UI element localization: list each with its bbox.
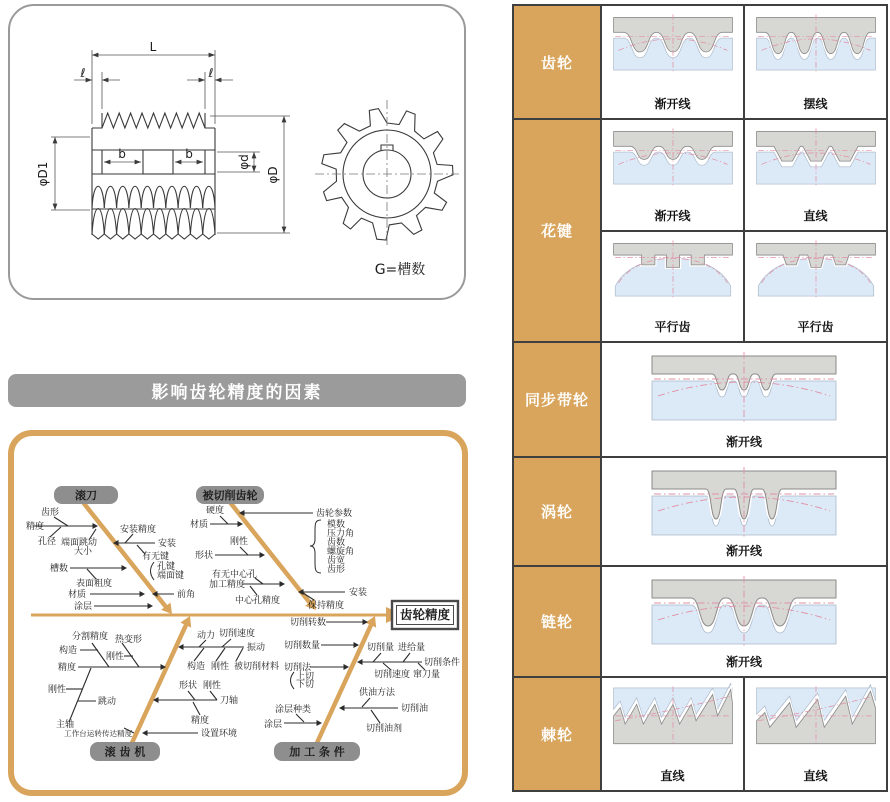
- branch-box-conditions: [274, 742, 360, 761]
- profile-caption: 平行齿: [654, 320, 691, 334]
- fishbone-label-wp_hardness: 硬度: [206, 506, 225, 516]
- fishbone-label-hob_toothform: 齿形: [41, 508, 60, 518]
- table-row-4: [514, 456, 886, 565]
- profile-cell: [743, 120, 886, 230]
- fishbone-label-wp_machacc: 加工精度: [209, 580, 246, 590]
- fishbone-label-hob_runout2: 大小: [74, 547, 93, 557]
- effect-box: [392, 601, 458, 629]
- fishbone-label-m_structure2: 构造: [187, 662, 206, 672]
- row-category: 链轮: [514, 567, 602, 676]
- fishbone-label-wp_material: 材质: [190, 520, 209, 530]
- row-category: 棘轮: [514, 678, 602, 790]
- fishbone-label-m_division: 分割精度: [72, 632, 109, 642]
- fishbone-label-hob_rake: 前角: [177, 590, 196, 600]
- dim-label-d: φd: [237, 154, 251, 170]
- fishbone-label-wp_facewidth: 齿宽: [327, 556, 346, 566]
- fishbone-title-banner: [8, 374, 466, 407]
- row-content: [602, 6, 886, 118]
- profile-image-worm_involute: [644, 463, 844, 541]
- dim-label-b-left: b: [118, 147, 126, 161]
- fishbone-panel: [8, 430, 468, 796]
- fishbone-label-c_qty: 切削数量: [284, 641, 321, 651]
- row-content: [602, 343, 886, 456]
- fishbone-label-m_shape: 形状: [179, 681, 198, 691]
- profile-table: [512, 4, 888, 792]
- fishbone-label-m_power: 动力: [197, 631, 216, 641]
- fishbone-label-c_oilmethod: 供油方法: [359, 688, 396, 698]
- profile-caption: 渐开线: [725, 544, 762, 558]
- fishbone-label-m_workmat: 被切削材料: [234, 662, 280, 672]
- fishbone-label-c_coattype: 涂层种类: [275, 705, 312, 715]
- fishbone-label-hob_coating: 涂层: [74, 602, 93, 612]
- row-category: 齿轮: [514, 6, 602, 118]
- branch-box-hob: [54, 486, 118, 504]
- fishbone-label-wp_helix: 螺旋角: [327, 547, 355, 557]
- profile-caption: 直线: [803, 208, 828, 223]
- fishbone-label-m_env: 设置环境: [201, 729, 238, 739]
- fishbone-label-hob_material: 材质: [68, 590, 87, 600]
- fishbone-label-c_revs: 切削转数: [290, 618, 327, 628]
- fishbone-label-wp_centerhole: 有无中心孔: [212, 570, 258, 580]
- profile-caption: 渐开线: [725, 655, 762, 669]
- profile-image-spline_parallel2: [750, 237, 882, 301]
- cut-method-brace: [291, 672, 295, 689]
- row-content: [602, 678, 886, 790]
- profile-image-spline_involute: [607, 125, 739, 189]
- profile-cell: [602, 458, 886, 565]
- key-brace: [151, 562, 155, 580]
- fishbone-label-m_vibration: 振动: [247, 643, 266, 653]
- fishbone-label-m_structure: 构造: [59, 646, 78, 656]
- row-subrow: [602, 567, 886, 676]
- profile-cell: [602, 343, 886, 456]
- fishbone-label-m_accuracy: 精度: [58, 663, 77, 673]
- fishbone-label-c_coating: 涂层: [264, 720, 283, 730]
- table-row-6: [514, 676, 886, 790]
- dimension-lines: [51, 50, 290, 233]
- profile-caption: 平行齿: [797, 320, 834, 334]
- fishbone-label-hob_facekey: 端面键: [157, 571, 185, 581]
- profile-image-spline_parallel: [607, 237, 739, 301]
- fishbone-label-wp_module: 模数: [327, 520, 346, 530]
- dim-label-D: φD: [266, 166, 280, 184]
- centerlines: [315, 100, 459, 248]
- profile-cell: [602, 6, 743, 118]
- fishbone-label-wp_holdacc: 保持精度: [308, 601, 345, 611]
- profile-cell: [743, 232, 886, 342]
- profile-image-sprocket_involute: [644, 572, 844, 650]
- flutes-note: G=槽数: [374, 262, 426, 278]
- fishbone-title: 影响齿轮精度的因素: [151, 383, 323, 403]
- fishbone-label-c_down: 下切: [296, 680, 315, 690]
- fishbone-label-c_method: 切削法: [284, 663, 312, 673]
- fishbone-label-c_shift: 窜刀量: [413, 670, 441, 680]
- fishbone-label-m_thermal: 热变形: [115, 635, 143, 645]
- fishbone-label-c_oilagent: 切削油剂: [366, 724, 403, 734]
- row-subrow: [602, 6, 886, 118]
- row-subrow: [602, 343, 886, 456]
- branch-label-hob: 滚刀: [75, 489, 97, 502]
- fishbone-label-m_table: 工作台运转传达精度: [64, 729, 133, 738]
- branch-label-workpiece: 被切削齿轮: [202, 489, 258, 502]
- profile-cell: [743, 678, 886, 790]
- fishbone-label-hob_runout: 端面跳动: [61, 538, 98, 548]
- row-content: [602, 567, 886, 676]
- dim-label-l-left: ℓ: [80, 66, 86, 80]
- fishbone-label-hob_mount: 安装: [158, 539, 177, 549]
- gear-params-brace: [310, 520, 321, 573]
- row-category: 花键: [514, 120, 602, 341]
- hob-drawing-panel: [8, 4, 466, 300]
- fishbone-label-wp_pressure: 压力角: [327, 529, 355, 539]
- row-content: [602, 458, 886, 565]
- row-category: 同步带轮: [514, 343, 602, 456]
- profile-image-pulley_involute: [644, 348, 844, 426]
- fishbone-label-c_up: 上切: [296, 672, 315, 682]
- table-row-5: [514, 565, 886, 676]
- fishbone-label-wp_params: 齿轮参数: [316, 509, 353, 519]
- fishbone-label-wp_holeacc: 中心孔精度: [235, 596, 281, 606]
- fishbone-label-wp_rigidity: 刚性: [230, 537, 249, 547]
- fishbone-label-m_rigidity3: 刚性: [211, 662, 230, 672]
- hob-side-view: [315, 100, 459, 248]
- fishbone-label-c_condition: 切削条件: [424, 658, 461, 668]
- fishbone-label-m_runout: 跳动: [98, 697, 117, 707]
- row-subrow: [602, 678, 886, 790]
- fishbone-label-c_amount: 切削量: [367, 643, 395, 653]
- dim-label-l-right: ℓ: [208, 66, 214, 80]
- profile-cell: [743, 6, 886, 118]
- fishbone-label-m_arbor: 刀轴: [220, 696, 239, 706]
- fishbone-label-hob_surface: 表面粗度: [76, 579, 113, 589]
- fishbone-label-m_spindle: 主轴: [56, 720, 75, 730]
- profile-caption: 直线: [660, 769, 685, 783]
- profile-caption: 摆线: [803, 97, 828, 111]
- fishbone-label-m_rigidity2: 刚性: [48, 685, 67, 695]
- profile-image-ratchet_a: [607, 683, 739, 747]
- fishbone-label-c_feed: 进给量: [398, 643, 426, 653]
- profile-image-ratchet_b: [750, 683, 882, 747]
- fishbone-label-m_rigidity1: 刚性: [106, 652, 125, 662]
- fishbone-label-wp_profile: 齿形: [327, 565, 346, 575]
- fishbone-label-hob_haskey: 有无键: [142, 552, 170, 562]
- fishbone-label-hob_borekey: 孔键: [157, 562, 176, 572]
- dim-label-d1: φD1: [36, 161, 50, 187]
- profile-image-spline_straight: [750, 125, 882, 189]
- fishbone-label-hob_bore: 孔径: [38, 537, 57, 547]
- fishbone-label-hob_flutes: 槽数: [50, 564, 69, 574]
- table-row-2: [514, 118, 886, 341]
- profile-cell: [602, 678, 743, 790]
- hob-front-view: [92, 113, 215, 239]
- fishbone-label-wp_mount: 安装: [349, 588, 368, 598]
- dim-label-L: L: [149, 40, 157, 54]
- fishbone-label-hob_accuracy: 精度: [26, 522, 45, 532]
- fishbone-label-m_rigidity4: 刚性: [203, 681, 222, 691]
- fishbone-label-wp_teeth: 齿数: [327, 538, 346, 548]
- row-category: 涡轮: [514, 458, 602, 565]
- branch-label-conditions: 加 工 条 件: [289, 745, 345, 759]
- fishbone-label-c_oil: 切削油: [401, 704, 429, 714]
- fishbone-label-c_speed: 切削速度: [374, 670, 411, 680]
- profile-cell: [602, 232, 743, 342]
- profile-caption: 直线: [803, 769, 828, 783]
- profile-caption: 渐开线: [725, 435, 762, 449]
- fishbone-label-wp_shape: 形状: [195, 551, 214, 561]
- table-row-3: [514, 341, 886, 456]
- row-content: [602, 120, 886, 341]
- branch-label-machine: 滚 齿 机: [104, 745, 146, 759]
- row-subrow: [602, 458, 886, 565]
- profile-caption: 渐开线: [654, 97, 691, 111]
- profile-caption: 渐开线: [654, 208, 691, 223]
- hob-drawing: [10, 6, 464, 298]
- effect-label: 齿轮精度: [399, 607, 451, 622]
- table-row-1: [514, 6, 886, 118]
- fishbone-diagram: [14, 436, 474, 802]
- fishbone-label-hob_mount_acc: 安装精度: [120, 525, 157, 535]
- fishbone-label-m_accuracy2: 精度: [191, 716, 210, 726]
- row-subrow: [602, 230, 886, 342]
- profile-image-gear_cycloid: [750, 11, 882, 75]
- row-subrow: [602, 120, 886, 230]
- profile-cell: [602, 567, 886, 676]
- branch-box-machine: [90, 742, 160, 761]
- fishbone-label-m_cutspeed: 切削速度: [219, 629, 256, 639]
- profile-cell: [602, 120, 743, 230]
- branch-box-workpiece: [196, 486, 264, 504]
- dim-label-b-right: b: [185, 147, 193, 161]
- profile-image-gear_involute: [607, 11, 739, 75]
